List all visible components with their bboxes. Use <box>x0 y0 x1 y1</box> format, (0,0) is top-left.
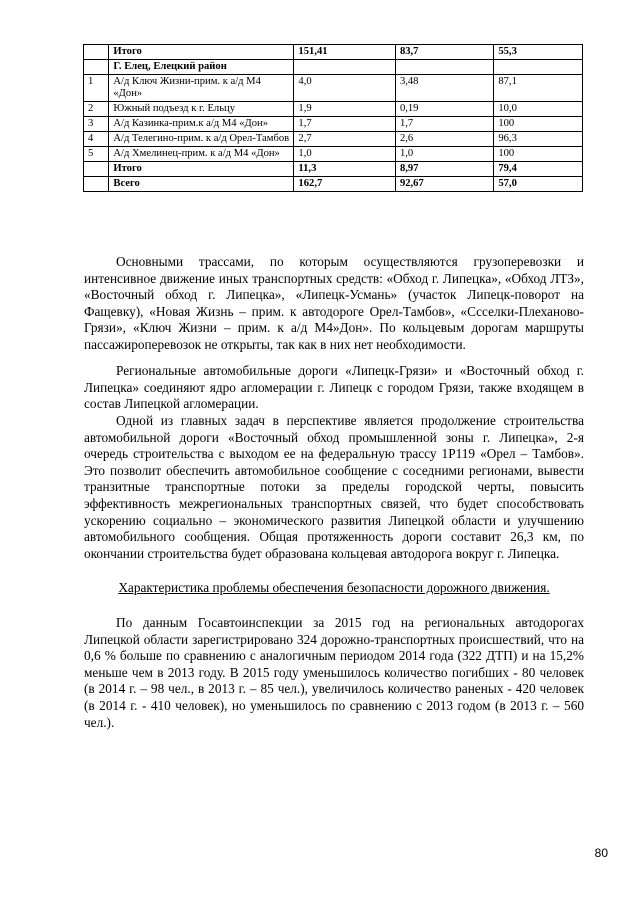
table-cell-num <box>84 177 109 192</box>
table-cell-num: 1 <box>84 75 109 102</box>
table-row <box>84 162 583 177</box>
table-cell-name: А/д Хмелинец-прим. к а/д М4 «Дон» <box>109 147 294 162</box>
table-cell-name: А/д Телегино-прим. к а/д Орел-Тамбов <box>109 132 294 147</box>
table-cell-num: 3 <box>84 117 109 132</box>
table-cell-v2 <box>395 60 493 75</box>
page-number: 80 <box>594 846 608 860</box>
table-cell-num <box>84 162 109 177</box>
table-cell-v1: 151,41 <box>294 45 396 60</box>
table-cell-v1: 2,7 <box>294 132 396 147</box>
table-cell-v1 <box>294 60 396 75</box>
table-cell-v1: 162,7 <box>294 177 396 192</box>
roads-table-body <box>84 45 583 192</box>
table-cell-name: Итого <box>109 162 294 177</box>
paragraph-main-routes: Основными трассами, по которым осуществляются грузоперевозки и интенсивное движение иных транспортных средств: «Обход г. Липецка», «Обход ЛТЗ», «Восточный обход г. Липецка», «Липецк-Усмань» (участок Липецк-поворот на Фащевку), «Новая Жизнь – прим. к автодороге Орел-Тамбов», «Ссселки-Плеханово-Грязи», «Ключ Жизни – прим. к а/д М4»Дон». По кольцевым дорогам маршруты пассажироперевозок не открыты, так как в них нет необходимости. <box>84 254 584 352</box>
table-cell-name: Южный подъезд к г. Ельцу <box>109 102 294 117</box>
table-cell-v2: 8,97 <box>395 162 493 177</box>
table-cell-name: Г. Елец, Елецкий район <box>109 60 294 75</box>
table-cell-v3: 100 <box>494 117 583 132</box>
table-cell-v3: 87,1 <box>494 75 583 102</box>
table-row <box>84 147 583 162</box>
table-cell-num: 2 <box>84 102 109 117</box>
table-row <box>84 177 583 192</box>
table-cell-name: А/д Казинка-прим.к а/д М4 «Дон» <box>109 117 294 132</box>
table-cell-v1: 1,0 <box>294 147 396 162</box>
paragraph-traffic-safety: По данным Госавтоинспекции за 2015 год на региональных автодорогах Липецкой области зарегистрировано 324 дорожно-транспортных происшествий, что на 0,6 % больше по сравнению с аналогичным периодом 2014 года (322 ДТП) и на 15,2% меньше чем в 2013 году. В 2015 году уменьшилось количество погибших - 80 человек (в 2014 г. – 98 чел., в 2013 г. – 85 чел.), увеличилось количество раненых - 420 человек (в 2014 г. - 410 человек), но уменьшилось по сравнению с 2013 годом (в 2013 г. – 560 чел.). <box>84 615 584 730</box>
table-cell-v3: 96,3 <box>494 132 583 147</box>
table-cell-v1: 1,9 <box>294 102 396 117</box>
paragraph-regional-roads: Региональные автомобильные дороги «Липецк-Грязи» и «Восточный обход г. Липецка» соединяют ядро агломерации г. Липецк с городом Грязи, также входящем в состав Липецкой агломерации. <box>84 363 584 412</box>
table-cell-v3: 79,4 <box>494 162 583 177</box>
table-row <box>84 45 583 60</box>
table-row <box>84 60 583 75</box>
table-cell-v3: 57,0 <box>494 177 583 192</box>
table-cell-v2: 3,48 <box>395 75 493 102</box>
table-row <box>84 102 583 117</box>
table-cell-v1: 11,3 <box>294 162 396 177</box>
table-cell-name: Итого <box>109 45 294 60</box>
table-cell-v1: 1,7 <box>294 117 396 132</box>
roads-table <box>83 44 583 192</box>
table-cell-v2: 0,19 <box>395 102 493 117</box>
table-cell-v3 <box>494 60 583 75</box>
table-cell-v2: 1,0 <box>395 147 493 162</box>
table-cell-num: 5 <box>84 147 109 162</box>
table-cell-num <box>84 60 109 75</box>
table-cell-name: Всего <box>109 177 294 192</box>
table-row <box>84 132 583 147</box>
table-row <box>84 75 583 102</box>
table-cell-v3: 10,0 <box>494 102 583 117</box>
table-cell-v3: 55,3 <box>494 45 583 60</box>
table-cell-v3: 100 <box>494 147 583 162</box>
table-row <box>84 117 583 132</box>
section-heading: Характеристика проблемы обеспечения безопасности дорожного движения. <box>118 580 550 595</box>
table-cell-v2: 2,6 <box>395 132 493 147</box>
table-cell-v2: 92,67 <box>395 177 493 192</box>
table-cell-num <box>84 45 109 60</box>
table-cell-v1: 4,0 <box>294 75 396 102</box>
table-cell-v2: 1,7 <box>395 117 493 132</box>
table-cell-name: А/д Ключ Жизни-прим. к а/д М4 «Дон» <box>109 75 294 102</box>
paragraph-eastern-bypass: Одной из главных задач в перспективе является продолжение строительства автомобильной дороги «Восточный обход промышленной зоны г. Липецка», 2-я очередь строительства с выходом ее на федеральную трассу 1Р119 «Орел – Тамбов». Это позволит обеспечить автомобильное сообщение с соседними регионами, вывести транзитные транспортные потоки за пределы городской черты, повысить эффективность межрегиональных транспортных связей, что будет способствовать ускорению социально – экономического развития Липецкой области и улучшению автомобильного сообщения. Общая протяженность дороги составит 26,3 км, по окончании строительства будет образована кольцевая автодорога вокруг г. Липецка. <box>84 413 584 561</box>
table-cell-num: 4 <box>84 132 109 147</box>
table-cell-v2: 83,7 <box>395 45 493 60</box>
